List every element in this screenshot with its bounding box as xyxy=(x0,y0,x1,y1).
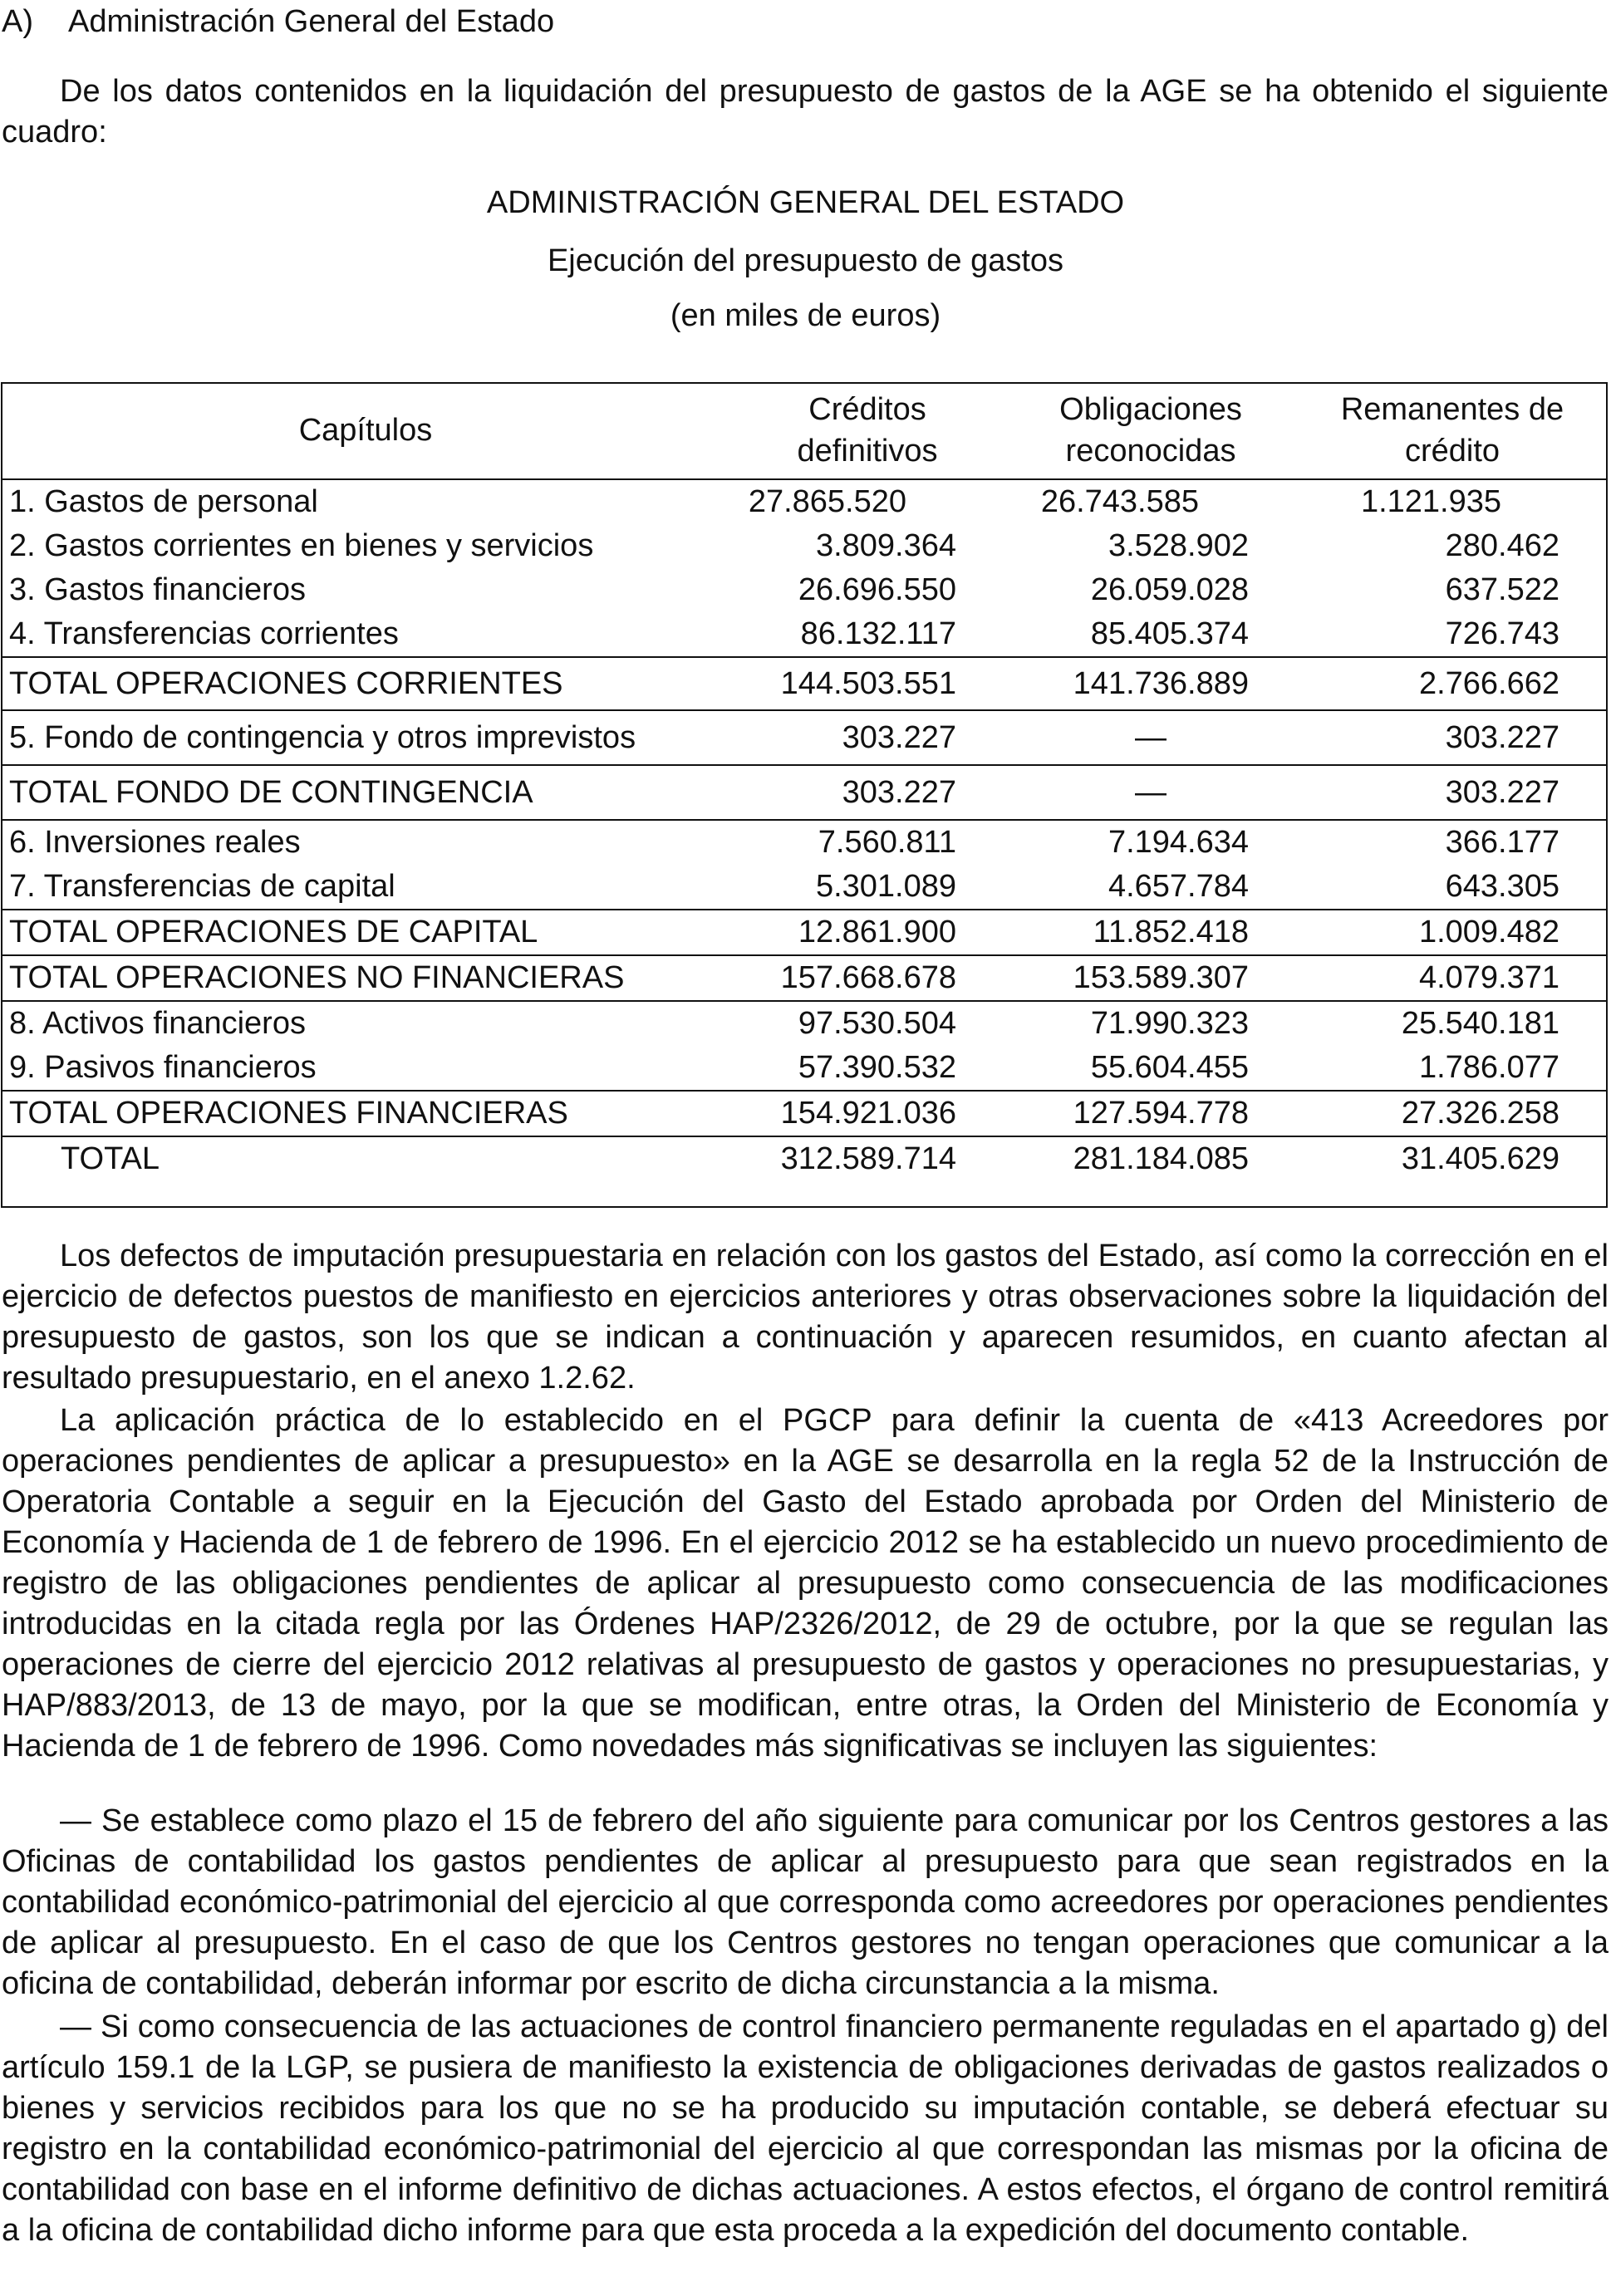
row-creditos: 26.696.550 xyxy=(798,572,956,607)
row-creditos: 154.921.036 xyxy=(730,1091,1004,1136)
table-row xyxy=(1,479,1608,524)
table-subtitle: Ejecución del presupuesto de gastos xyxy=(547,243,1064,278)
row-creditos: 7.560.811 xyxy=(730,820,1004,865)
row-creditos: 144.503.551 xyxy=(730,657,1004,710)
table-row-total xyxy=(1,910,1608,955)
table-row xyxy=(1,524,1608,568)
table-row xyxy=(1,1046,1608,1091)
row-obligaciones: 55.604.455 xyxy=(1090,1050,1249,1085)
row-creditos: 12.861.900 xyxy=(730,910,1004,955)
row-obligaciones: — xyxy=(1004,765,1297,820)
row-remanentes: 366.177 xyxy=(1297,820,1608,865)
table-units: (en miles de euros) xyxy=(670,298,941,333)
table-row xyxy=(1,865,1608,910)
row-label: 1. Gastos de personal xyxy=(9,484,318,519)
row-obligaciones: 11.852.418 xyxy=(1004,910,1297,955)
row-obligaciones: 7.194.634 xyxy=(1004,820,1297,865)
paragraph-novedad-2: — Si como consecuencia de las actuaciones de control financiero permanente reguladas en el apartado g) del artículo 159.1 de la LGP, se pusiera de manifiesto la existencia de obligaciones derivadas de gastos realizados o bienes y servicios recibidos para los que no se ha producido su imputación contable, se deberá efectuar su registro en la contabilidad económico-patrimonial del ejercicio al que correspondan las mismas por la oficina de contabilidad con base en el informe definitivo de dichas actuaciones. A estos efectos, el órgano de control remitirá a la oficina de contabilidad dicho informe para que esta proceda a la expedición del documento contable. xyxy=(2,2009,1609,2248)
row-remanentes: 31.405.629 xyxy=(1297,1136,1608,1181)
row-obligaciones: 3.528.902 xyxy=(1108,528,1249,563)
header-creditos-line2: definitivos xyxy=(797,434,938,469)
row-obligaciones: 281.184.085 xyxy=(1004,1136,1297,1181)
row-remanentes: 27.326.258 xyxy=(1297,1091,1608,1136)
row-remanentes: 726.743 xyxy=(1445,616,1559,651)
row-label: 4. Transferencias corrientes xyxy=(9,616,399,651)
row-obligaciones: 4.657.784 xyxy=(1108,869,1249,904)
row-creditos: 57.390.532 xyxy=(798,1050,956,1085)
header-capitulos: Capítulos xyxy=(1,382,730,479)
row-creditos: 5.301.089 xyxy=(815,869,956,904)
row-label: TOTAL FONDO DE CONTINGENCIA xyxy=(1,765,730,820)
row-obligaciones: 85.405.374 xyxy=(1090,616,1249,651)
row-label: 3. Gastos financieros xyxy=(9,572,306,607)
row-creditos: 27.865.520 xyxy=(748,484,906,519)
paragraph-aplicacion: La aplicación práctica de lo establecido en el PGCP para definir la cuenta de «413 Acreedores por operaciones pendientes de aplicar a presupuesto» en la AGE se desarrolla en la regla 52 de la Instrucción de Operatoria Contable a seguir en la Ejecución del Gasto del Estado aprobada por Orden del Ministerio de Economía y Hacienda de 1 de febrero de 1996. En el ejercicio 2012 se ha establecido un nuevo procedimiento de registro de las obligaciones pendientes de aplicar al presupuesto como consecuencia de las modificaciones introducidas en la citada regla por las Órdenes HAP/2326/2012, de 29 de octubre, por la que se regulan las operaciones de cierre del ejercicio 2012 relativas al presupuesto de gastos y operaciones no presupuestarias, y HAP/883/2013, de 13 de mayo, por la que se modifican, entre otras, la Orden del Ministerio de Economía y Hacienda de 1 de febrero de 1996. Como novedades más significativas se incluyen las siguientes: xyxy=(2,1403,1609,1764)
header-obligaciones xyxy=(1004,382,1297,479)
row-obligaciones: 71.990.323 xyxy=(1004,1001,1297,1046)
table-row xyxy=(1,612,1608,657)
row-remanentes: 2.766.662 xyxy=(1297,657,1608,710)
table-row-total xyxy=(1,955,1608,1001)
header-remanentes-line1: Remanentes de xyxy=(1340,392,1564,427)
budget-table xyxy=(1,382,1608,1181)
row-remanentes: 303.227 xyxy=(1297,710,1608,765)
table-row xyxy=(1,710,1608,765)
row-creditos: 86.132.117 xyxy=(800,616,956,651)
row-remanentes: 303.227 xyxy=(1297,765,1608,820)
row-label: 5. Fondo de contingencia y otros imprevistos xyxy=(1,710,730,765)
table-row xyxy=(1,568,1608,612)
table-row-total xyxy=(1,765,1608,820)
row-label: TOTAL OPERACIONES NO FINANCIERAS xyxy=(1,955,730,1001)
row-remanentes: 643.305 xyxy=(1445,869,1559,904)
header-remanentes-line2: crédito xyxy=(1404,434,1500,469)
row-label: TOTAL OPERACIONES DE CAPITAL xyxy=(1,910,730,955)
row-creditos: 312.589.714 xyxy=(730,1136,1004,1181)
row-creditos: 97.530.504 xyxy=(730,1001,1004,1046)
row-remanentes: 1.786.077 xyxy=(1418,1050,1559,1085)
row-obligaciones: — xyxy=(1004,710,1297,765)
row-label: 7. Transferencias de capital xyxy=(9,869,395,904)
row-remanentes: 1.009.482 xyxy=(1297,910,1608,955)
table-row-grand-total xyxy=(1,1136,1608,1181)
row-label: 8. Activos financieros xyxy=(1,1001,730,1046)
row-remanentes: 4.079.371 xyxy=(1297,955,1608,1001)
table-row xyxy=(1,1001,1608,1046)
section-letter: A) xyxy=(2,4,33,39)
header-creditos xyxy=(730,382,1004,479)
row-remanentes: 1.121.935 xyxy=(1360,484,1501,519)
row-label: TOTAL OPERACIONES CORRIENTES xyxy=(1,657,730,710)
row-obligaciones: 26.059.028 xyxy=(1090,572,1249,607)
table-row xyxy=(1,820,1608,865)
row-creditos: 303.227 xyxy=(730,765,1004,820)
table-header-row xyxy=(1,382,1608,479)
row-creditos: 157.668.678 xyxy=(730,955,1004,1001)
row-obligaciones: 127.594.778 xyxy=(1004,1091,1297,1136)
row-label: 9. Pasivos financieros xyxy=(9,1050,317,1085)
table-row-total xyxy=(1,657,1608,710)
row-remanentes: 637.522 xyxy=(1445,572,1559,607)
row-obligaciones: 141.736.889 xyxy=(1004,657,1297,710)
row-obligaciones: 153.589.307 xyxy=(1004,955,1297,1001)
paragraph-defectos: Los defectos de imputación presupuestaria en relación con los gastos del Estado, así como la corrección en el ejercicio de defectos puestos de manifiesto en ejercicios anteriores y otras observaciones sobre la liquidación del presupuesto de gastos, son los que se indican a continuación y aparecen resumidos, en cuanto afectan al resultado presupuestario, en el anexo 1.2.62. xyxy=(2,1239,1609,1396)
table-title: ADMINISTRACIÓN GENERAL DEL ESTADO xyxy=(486,185,1125,220)
row-remanentes: 280.462 xyxy=(1445,528,1559,563)
row-label: 2. Gastos corrientes en bienes y servicios xyxy=(9,528,594,563)
row-obligaciones: 26.743.585 xyxy=(1040,484,1199,519)
header-creditos-line1: Créditos xyxy=(808,392,926,427)
row-label: 6. Inversiones reales xyxy=(1,820,730,865)
paragraph-novedad-1: — Se establece como plazo el 15 de febrero del año siguiente para comunicar por los Centros gestores a las Oficinas de contabilidad los gastos pendientes de aplicar al presupuesto para que sean registrados en la contabilidad económico-patrimonial del ejercicio al que corresponda como acreedores por operaciones pendientes de aplicar al presupuesto. En el caso de que los Centros gestores no tengan operaciones que comunicar a la oficina de contabilidad, deberán informar por escrito de dicha circunstancia a la misma. xyxy=(2,1803,1609,2001)
section-heading xyxy=(2,2,554,42)
intro-paragraph: De los datos contenidos en la liquidación del presupuesto de gastos de la AGE se ha obtenido el siguiente cuadro: xyxy=(2,74,1609,150)
row-label: TOTAL xyxy=(1,1136,730,1181)
row-label: TOTAL OPERACIONES FINANCIERAS xyxy=(1,1091,730,1136)
row-creditos: 303.227 xyxy=(730,710,1004,765)
table-row-total xyxy=(1,1091,1608,1136)
header-remanentes xyxy=(1297,382,1608,479)
header-obligaciones-line2: reconocidas xyxy=(1065,434,1236,469)
section-title: Administración General del Estado xyxy=(68,4,555,39)
header-obligaciones-line1: Obligaciones xyxy=(1059,392,1242,427)
row-creditos: 3.809.364 xyxy=(815,528,956,563)
row-remanentes: 25.540.181 xyxy=(1297,1001,1608,1046)
